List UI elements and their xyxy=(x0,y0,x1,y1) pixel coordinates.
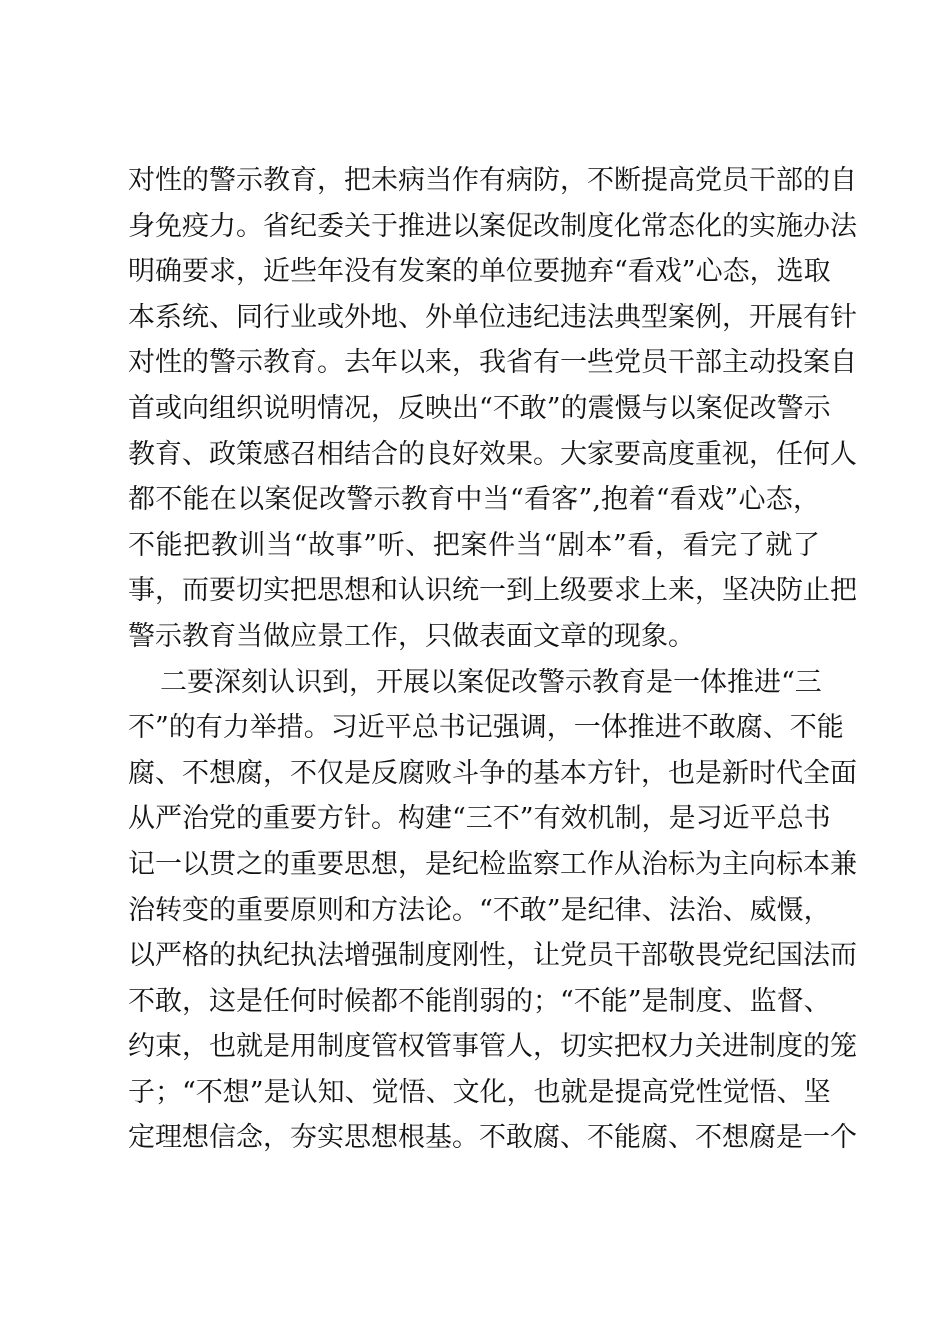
text-line: 教育、政策感召相结合的良好效果。大家要高度重视，任何人 xyxy=(128,438,857,470)
text-line: 约束，也就是用制度管权管事管人，切实把权力关进制度的笼 xyxy=(128,1031,857,1063)
text-line: 不能把教训当“故事”听、把案件当“剧本”看，看完了就了 xyxy=(128,529,820,561)
text-line: 记一以贯之的重要思想，是纪检监察工作从治标为主向标本兼 xyxy=(128,848,857,880)
text-line: 事，而要切实把思想和认识统一到上级要求上来，坚决防止把 xyxy=(128,575,857,607)
text-line: 首或向组织说明情况，反映出“不敢”的震慑与以案促改警示 xyxy=(128,392,831,424)
text-line: 二要深刻认识到，开展以案促改警示教育是一体推进“三 xyxy=(160,666,822,698)
text-line: 对性的警示教育。去年以来，我省有一些党员干部主动投案自 xyxy=(128,347,857,379)
text-line: 子；“不想”是认知、觉悟、文化，也就是提高党性觉悟、坚 xyxy=(128,1076,831,1108)
text-line: 腐、不想腐，不仅是反腐败斗争的基本方针，也是新时代全面 xyxy=(128,757,857,789)
text-line: 明确要求，近些年没有发案的单位要抛弃“看戏”心态，选取 xyxy=(128,256,831,288)
paragraph xyxy=(128,660,857,1162)
text-line: 从严治党的重要方针。构建“三不”有效机制，是习近平总书 xyxy=(128,803,831,835)
text-line: 以严格的执纪执法增强制度刚性，让党员干部敬畏党纪国法而 xyxy=(128,940,857,972)
text-line: 本系统、同行业或外地、外单位违纪违法典型案例，开展有针 xyxy=(128,301,857,333)
text-line: 不敢，这是任何时候都不能削弱的；“不能”是制度、监督、 xyxy=(128,985,831,1017)
text-line: 对性的警示教育，把未病当作有病防，不断提高党员干部的自 xyxy=(128,165,857,196)
text-line: 身免疫力。省纪委关于推进以案促改制度化常态化的实施办法 xyxy=(128,210,857,242)
text-line: 不”的有力举措。习近平总书记强调，一体推进不敢腐、不能 xyxy=(128,712,844,744)
text-line: 治转变的重要原则和方法论。“不敢”是纪律、法治、威慑， xyxy=(128,894,831,926)
document-body xyxy=(128,158,857,1161)
text-line: 警示教育当做应景工作，只做表面文章的现象。 xyxy=(128,620,695,652)
paragraph xyxy=(128,158,857,660)
text-line: 都不能在以案促改警示教育中当“看客”,抱着“看戏”心态， xyxy=(128,484,820,516)
text-line: 定理想信念，夯实思想根基。不敢腐、不能腐、不想腐是一个 xyxy=(128,1122,857,1154)
